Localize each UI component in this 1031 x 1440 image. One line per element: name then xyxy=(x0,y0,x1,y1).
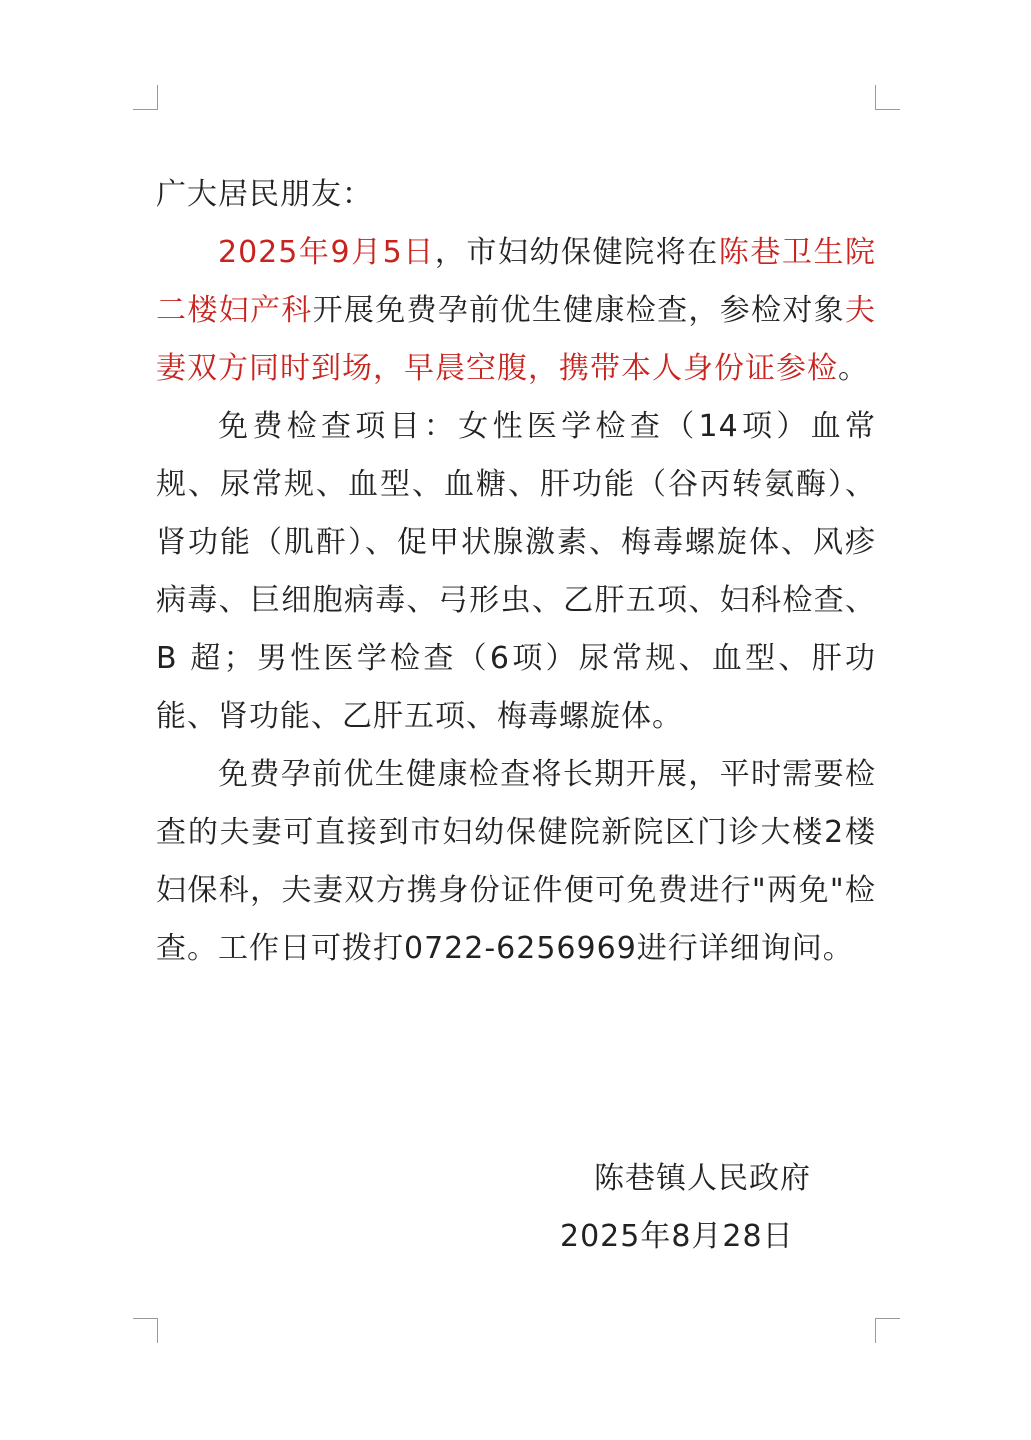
notice-body xyxy=(156,166,876,978)
paragraph-long-term: 免费孕前优生健康检查将长期开展，平时需要检查的夫妻可直接到市妇幼保健院新院区门诊大楼2楼妇保科，夫妻双方携身份证件便可免费进行"两免"检查。工作日可拨打0722-6256969进行详细询问。 xyxy=(156,757,876,966)
signature-organization: 陈巷镇人民政府 xyxy=(594,1161,811,1196)
event-text-1: ，市妇幼保健院将在 xyxy=(434,235,719,270)
paragraph-event xyxy=(156,224,876,398)
crop-mark-bottom-left xyxy=(133,1318,158,1343)
crop-mark-top-right xyxy=(875,85,900,110)
event-requirements: 夫妻双方同时到场，早晨空腹，携带本人身份证参检 xyxy=(156,293,877,386)
paragraph-exam-items: 免费检查项目：女性医学检查（14项）血常规、尿常规、血型、血糖、肝功能（谷丙转氨酶）、肾功能（肌酐）、促甲状腺激素、梅毒螺旋体、风疹病毒、巨细胞病毒、弓形虫、乙肝五项、妇科检查、 B 超；男性医学检查（6项）尿常规、血型、肝功能、肾功能、乙肝五项、梅毒螺旋体。 xyxy=(156,409,876,734)
event-text-2: 开展免费孕前优生健康检查，参检对象 xyxy=(312,293,846,328)
event-end: 。 xyxy=(838,351,869,386)
signature-date: 2025年8月28日 xyxy=(560,1219,794,1254)
greeting: 广大居民朋友： xyxy=(156,177,373,212)
event-date: 2025年9月5日 xyxy=(218,235,435,270)
crop-mark-bottom-right xyxy=(875,1318,900,1343)
event-location: 陈巷卫生院二楼妇产科 xyxy=(156,235,877,328)
signature-block xyxy=(540,1150,840,1266)
crop-mark-top-left xyxy=(133,85,158,110)
